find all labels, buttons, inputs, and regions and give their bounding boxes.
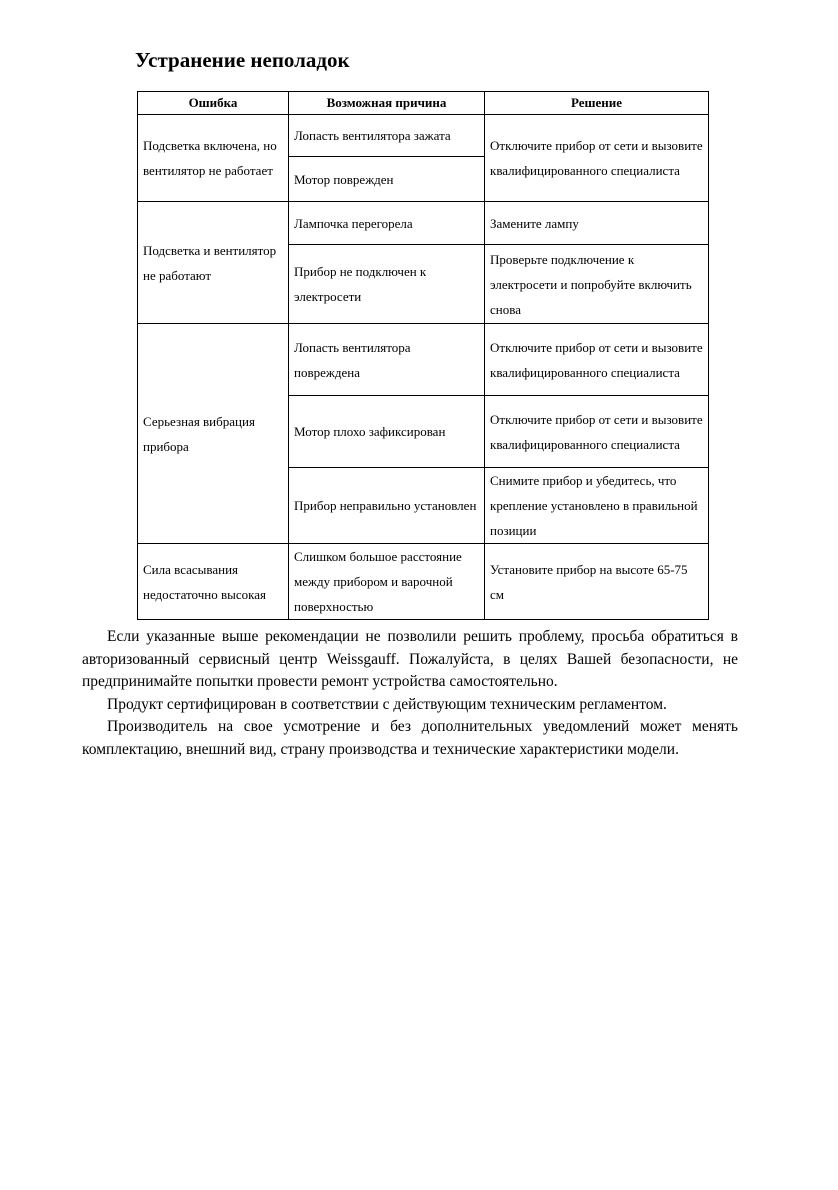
cause-cell: Прибор неправильно установлен bbox=[289, 468, 485, 544]
table-row bbox=[138, 544, 709, 620]
cause-cell: Мотор плохо зафиксирован bbox=[289, 396, 485, 468]
error-cell: Подсветка включена, но вентилятор не работает bbox=[138, 115, 289, 202]
cause-cell: Прибор не подключен к электросети bbox=[289, 245, 485, 324]
table-row bbox=[138, 202, 709, 245]
cause-cell: Лопасть вентилятора повреждена bbox=[289, 324, 485, 396]
cause-cell: Лампочка перегорела bbox=[289, 202, 485, 245]
paragraph-certification: Продукт сертифицирован в соответствии с действующим техническим регламентом. bbox=[107, 695, 667, 713]
paragraph-manufacturer-rights: Производитель на свое усмотрение и без дополнительных уведомлений может менять комплектацию, внешний вид, страну производства и технические характеристики модели. bbox=[82, 718, 738, 758]
header-error: Ошибка bbox=[138, 92, 289, 115]
solution-cell: Снимите прибор и убедитесь, что крепление установлено в правильной позиции bbox=[485, 468, 709, 544]
cause-cell: Мотор поврежден bbox=[289, 157, 485, 202]
solution-cell: Отключите прибор от сети и вызовите квалифицированного специалиста bbox=[485, 324, 709, 396]
table-header-row bbox=[138, 92, 709, 115]
cause-cell: Лопасть вентилятора зажата bbox=[289, 115, 485, 157]
error-cell: Сила всасывания недостаточно высокая bbox=[138, 544, 289, 620]
header-cause: Возможная причина bbox=[289, 92, 485, 115]
body-text bbox=[82, 626, 738, 761]
cause-cell: Слишком большое расстояние между прибором и варочной поверхностью bbox=[289, 544, 485, 620]
troubleshooting-table bbox=[137, 91, 709, 620]
solution-cell: Замените лампу bbox=[485, 202, 709, 245]
error-cell: Подсветка и вентилятор не работают bbox=[138, 202, 289, 324]
error-cell: Серьезная вибрация прибора bbox=[138, 324, 289, 544]
header-solution: Решение bbox=[485, 92, 709, 115]
table-row bbox=[138, 115, 709, 157]
solution-cell: Отключите прибор от сети и вызовите квалифицированного специалиста bbox=[485, 396, 709, 468]
solution-cell: Отключите прибор от сети и вызовите квалифицированного специалиста bbox=[485, 115, 709, 202]
table-row bbox=[138, 324, 709, 396]
paragraph-service-center: Если указанные выше рекомендации не позволили решить проблему, просьба обратиться в авторизованный сервисный центр Weissgauff. Пожалуйста, в целях Вашей безопасности, не предпринимайте попытки провести ремонт устройства самостоятельно. bbox=[82, 628, 738, 690]
solution-cell: Установите прибор на высоте 65-75 см bbox=[485, 544, 709, 620]
page-title: Устранение неполадок bbox=[135, 48, 350, 72]
solution-cell: Проверьте подключение к электросети и попробуйте включить снова bbox=[485, 245, 709, 324]
